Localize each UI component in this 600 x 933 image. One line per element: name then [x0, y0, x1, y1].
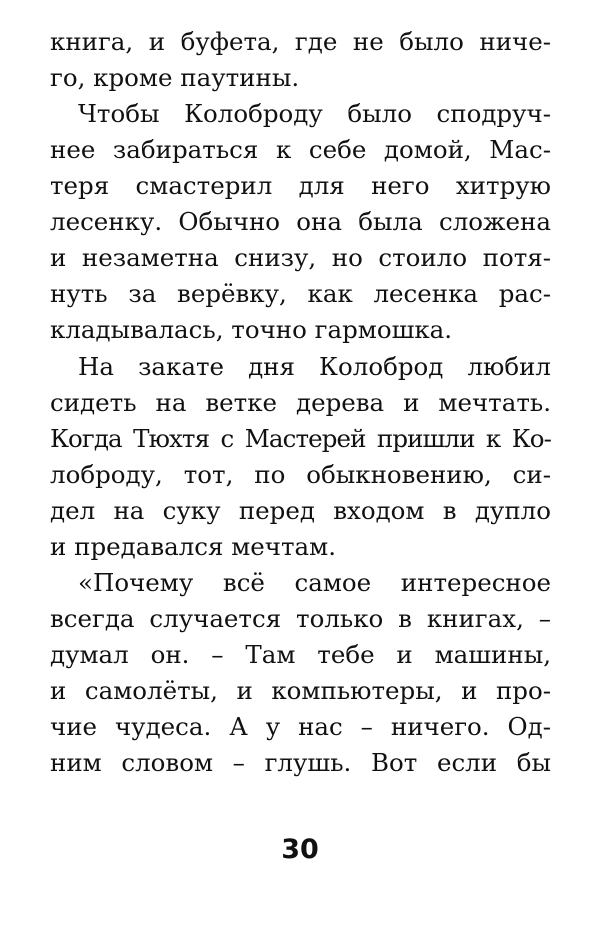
text-line: ним словом – глушь. Вот если бы [50, 748, 551, 777]
paragraph-first-line: «Почему всё самое интересное [78, 568, 551, 597]
text-line: и самолёты, и компьютеры, и про- [50, 676, 551, 705]
text-line: и незаметна снизу, но стоило потя- [50, 243, 551, 272]
text-line: лесенку. Обычно она была сложена [50, 207, 551, 236]
text-line: го, кроме паутины. [50, 63, 300, 92]
text-line: и предавался мечтам. [50, 532, 337, 561]
text-line: лоброду, тот, по обыкновению, си- [50, 460, 551, 489]
text-line: нуть за верёвку, как лесенка рас- [50, 279, 551, 308]
paragraph-first-line: Чтобы Колоброду было сподруч- [78, 99, 551, 128]
text-line: кладывалась, точно гармошка. [50, 315, 453, 344]
page-number: 30 [281, 834, 319, 865]
text-line: теря смастерил для него хитрую [50, 171, 551, 200]
text-line: дел на суку перед входом в дупло [50, 496, 551, 525]
paragraph-first-line: На закате дня Колоброд любил [78, 352, 551, 381]
text-line: всегда случается только в книгах, – [50, 604, 551, 633]
text-line: нее забираться к себе домой, Мас- [50, 135, 551, 164]
text-line: думал он. – Там тебе и машины, [50, 640, 551, 669]
text-line: книга, и буфета, где не было ниче- [50, 27, 551, 56]
text-line: Когда Тюхтя с Мастерей пришли к Ко- [50, 424, 551, 453]
text-line: чие чудеса. А у нас – ничего. Од- [50, 712, 551, 741]
text-line: сидеть на ветке дерева и мечтать. [50, 388, 551, 417]
